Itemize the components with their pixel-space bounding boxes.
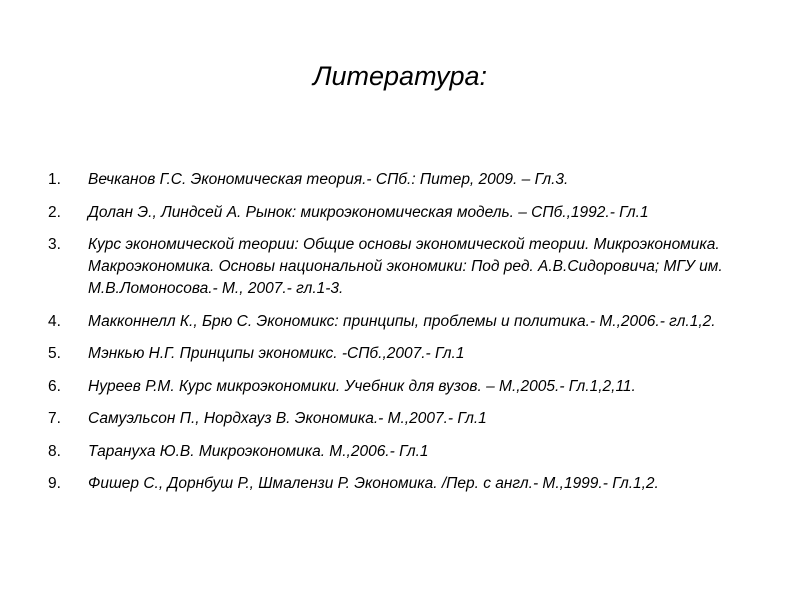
reference-list	[48, 169, 760, 506]
reference-text: Макконнелл К., Брю С. Экономикс: принципы, проблемы и политика.- М.,2006.- гл.1,2.	[88, 312, 716, 330]
reference-item	[48, 473, 760, 495]
reference-item	[48, 234, 760, 300]
reference-text: Фишер С., Дорнбуш Р., Шмалензи Р. Экономика. /Пер. с англ.- М.,1999.- Гл.1,2.	[88, 475, 659, 492]
reference-number: 4.	[48, 312, 61, 330]
reference-item	[48, 311, 760, 333]
reference-number: 2.	[48, 203, 61, 221]
reference-number: 6.	[48, 377, 61, 395]
reference-number: 8.	[48, 442, 61, 460]
reference-item	[48, 169, 760, 191]
reference-item	[48, 441, 760, 463]
reference-number: 7.	[48, 410, 61, 427]
reference-text: Тарануха Ю.В. Микроэкономика. М.,2006.- Гл.1	[88, 442, 429, 460]
reference-item	[48, 408, 760, 430]
reference-text: Вечканов Г.С. Экономическая теория.- СПб.: Питер, 2009. – Гл.3.	[88, 171, 569, 188]
reference-number: 3.	[48, 236, 61, 253]
reference-text: Долан Э., Линдсей А. Рынок: микроэкономическая модель. – СПб.,1992.- Гл.1	[88, 203, 649, 221]
reference-item	[48, 202, 760, 224]
reference-text: Самуэльсон П., Нордхауз В. Экономика.- М.,2007.- Гл.1	[88, 410, 487, 427]
reference-item	[48, 376, 760, 398]
reference-text: Нуреев Р.М. Курс микроэкономики. Учебник для вузов. – М.,2005.- Гл.1,2,11.	[88, 377, 636, 395]
slide-title: Литература:	[313, 61, 487, 91]
reference-number: 5.	[48, 345, 61, 362]
reference-number: 9.	[48, 475, 61, 492]
reference-text: Курс экономической теории: Общие основы экономической теории. Микроэкономика. Макроэкономика. Основы национальной экономики: Под ред. А.В.Сидоровича; МГУ им. М.В.Ломоносова.- М., 2007.- гл.1-3.	[88, 236, 723, 297]
reference-text: Мэнкью Н.Г. Принципы экономикс. -СПб.,2007.- Гл.1	[88, 345, 465, 362]
reference-item	[48, 343, 760, 365]
reference-number: 1.	[48, 171, 61, 188]
